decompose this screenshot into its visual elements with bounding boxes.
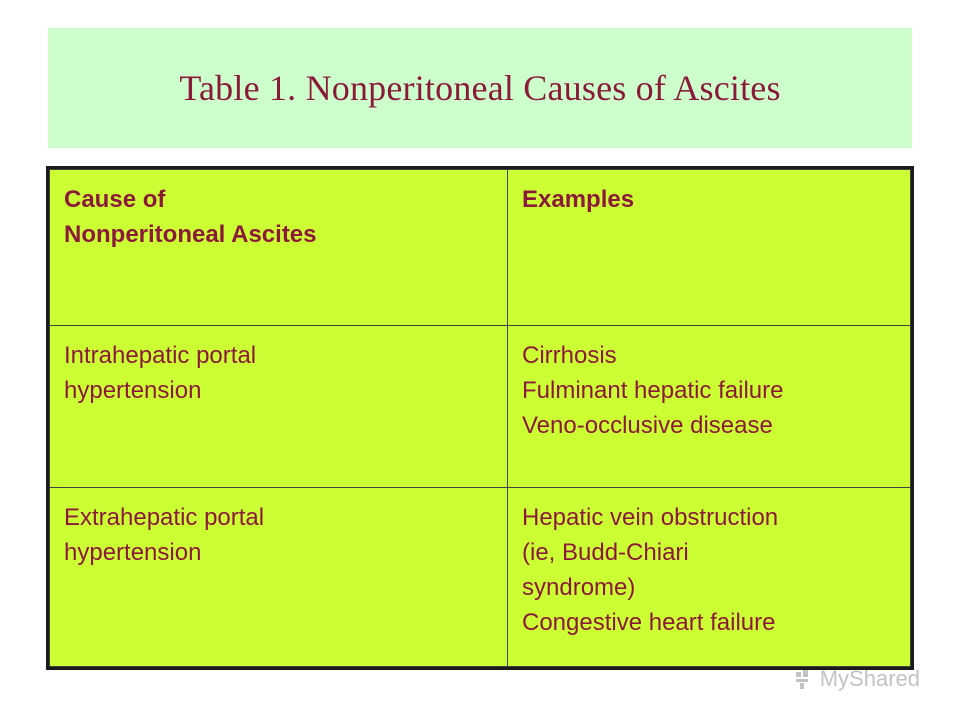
table-row [50, 326, 911, 488]
cell-examples [508, 488, 911, 667]
example-line: Hepatic vein obstruction [522, 504, 779, 531]
example-line: (ie, Budd-Chiari [522, 539, 689, 566]
example-line: syndrome) [522, 574, 636, 601]
cell-cause [50, 488, 508, 667]
cause-line: hypertension [64, 377, 202, 404]
myshared-logo-icon [794, 668, 816, 690]
cause-line: Intrahepatic portal [64, 342, 257, 369]
header-cause-line: Nonperitoneal Ascites [64, 221, 317, 248]
cause-line: hypertension [64, 539, 202, 566]
header-examples [508, 170, 911, 326]
example-line: Fulminant hepatic failure [522, 377, 784, 404]
watermark-text: MyShared [819, 666, 920, 691]
cell-cause [50, 326, 508, 488]
cause-line: Extrahepatic portal [64, 504, 265, 531]
table-header-row [50, 170, 911, 326]
causes-table-container [46, 166, 914, 670]
causes-table [49, 169, 911, 667]
example-line: Veno-occlusive disease [522, 412, 773, 439]
table-row [50, 488, 911, 667]
watermark [794, 666, 920, 692]
header-examples-line: Examples [522, 186, 635, 213]
page-title: Table 1. Nonperitoneal Causes of Ascites [179, 68, 781, 108]
header-cause [50, 170, 508, 326]
header-cause-line: Cause of [64, 186, 166, 213]
title-band [48, 28, 912, 148]
example-line: Congestive heart failure [522, 609, 776, 636]
cell-examples [508, 326, 911, 488]
example-line: Cirrhosis [522, 342, 617, 369]
